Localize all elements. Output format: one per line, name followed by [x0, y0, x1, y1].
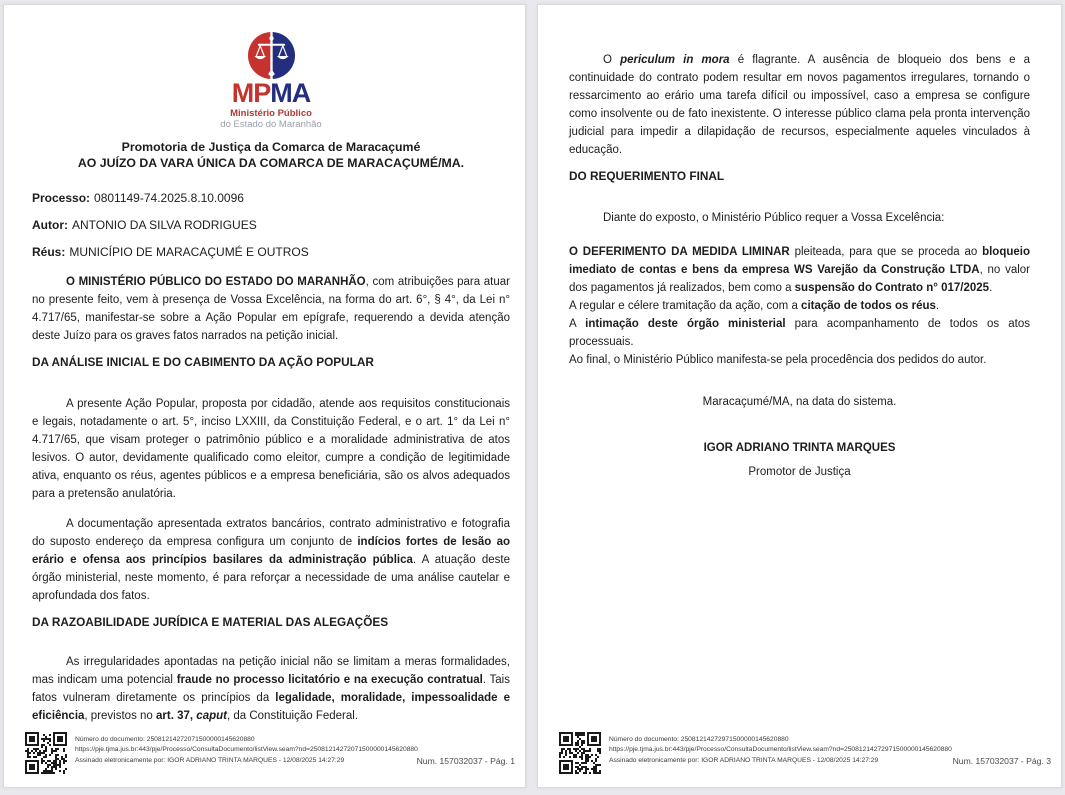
header-juizo: AO JUÍZO DA VARA ÚNICA DA COMARCA DE MARACAÇUMÉ/MA.	[77, 156, 465, 170]
logo-subtitle-1: Ministério Público	[230, 108, 312, 119]
footer-doc-number: Número do documento: 25081214272071500000145620880	[75, 736, 255, 743]
page-3-footer	[559, 732, 952, 774]
meta-processo	[32, 189, 510, 207]
mpma-logo	[32, 31, 510, 130]
heading-analise: DA ANÁLISE INICIAL E DO CABIMENTO DA AÇÃO POPULAR	[32, 355, 374, 369]
scales-of-justice-icon	[32, 31, 510, 80]
qr-code-icon	[25, 732, 67, 774]
request-line-liminar: O DEFERIMENTO DA MEDIDA LIMINAR pleiteada, para que se proceda ao bloqueio imediato de contas e bens da empresa WS Varejão da Construção LTDA, no valor dos pagamentos já realizados, bem como a suspensão do Contrato n° 017/2025.	[569, 246, 1030, 294]
request-line-final: Ao final, o Ministério Público manifesta-se pela procedência dos pedidos do autor.	[569, 354, 987, 366]
signature-name: IGOR ADRIANO TRINTA MARQUES	[703, 442, 896, 454]
document-page-1	[3, 4, 526, 788]
footer-doc-number: Número do documento: 25081214272971500000145620880	[609, 736, 789, 743]
mpma-wordmark-mp: MP	[231, 78, 271, 108]
signature-place: Maracaçumé/MA, na data do sistema.	[702, 396, 897, 408]
page-1-footer-lines	[75, 732, 418, 766]
page-3-body	[569, 51, 1030, 481]
page-3-footer-lines	[609, 732, 952, 766]
meta-reus-value: MUNICÍPIO DE MARACAÇUMÉ E OUTROS	[69, 245, 309, 259]
request-intro: Diante do exposto, o Ministério Público requer a Vossa Excelência:	[603, 212, 945, 224]
document-page-3	[537, 4, 1062, 788]
meta-autor-value: ANTONIO DA SILVA RODRIGUES	[72, 218, 257, 232]
paragraph-documentacao: A documentação apresentada extratos bancários, contrato administrativo e fotografia do suposto endereço da empresa configura um conjunto de indícios fortes de lesão ao erário e ofensa aos princípios basilares da administração pública. A atuação deste órgão ministerial, neste momento, é para reforçar a necessidade de uma análise cautelar e aprofundada dos fatos.	[32, 518, 510, 602]
page-1-footer	[25, 732, 418, 774]
meta-reus	[32, 243, 510, 261]
meta-autor	[32, 216, 510, 234]
meta-autor-label: Autor:	[32, 218, 68, 232]
page-1-number-label: Num. 157032037 - Pág. 1	[416, 756, 515, 766]
footer-signed: Assinado eletronicamente por: IGOR ADRIANO TRINTA MARQUES - 12/08/2025 14:27:29	[609, 756, 879, 764]
logo-subtitle-2: do Estado do Maranhão	[220, 119, 322, 130]
paragraph-acao-popular: A presente Ação Popular, proposta por cidadão, atende aos requisitos constitucionais e legais, notadamente o art. 5°, inciso LXXIII, da Constituição Federal, e o art. 1° da Lei n° 4.717/65, que visam proteger o patrimônio público e a moralidade administrativa de atos lesivos. O autor, devidamente qualificado como eleitor, cumpre a condição de legitimidade ativa, enquanto os réus, agentes públicos e a empresa beneficiária, são os alvos adequados para a pretensão anulatória.	[32, 398, 510, 500]
meta-reus-label: Réus:	[32, 245, 66, 259]
footer-url: https://pje.tjma.jus.br:443/pje/Processo/ConsultaDocumento/listView.seam?nd=25081214272971500000145620880	[609, 746, 952, 754]
page-3-number-label: Num. 157032037 - Pág. 3	[952, 756, 1051, 766]
request-line-intimacao: A intimação deste órgão ministerial para acompanhamento de todos os atos processuais.	[569, 318, 1030, 348]
heading-requerimento-final: DO REQUERIMENTO FINAL	[569, 169, 725, 183]
paragraph-irregularidades: As irregularidades apontadas na petição inicial não se limitam a meras formalidades, mas indicam uma potencial fraude no processo licitatório e na execução contratual. Tais fatos vulneram diretamente os princípios da legalidade, moralidade, impessoalidade e eficiência, previstos no art. 37, caput, da Constituição Federal.	[32, 656, 510, 722]
mpma-wordmark-ma: MA	[270, 78, 311, 108]
footer-url: https://pje.tjma.jus.br:443/pje/Processo/ConsultaDocumento/listView.seam?nd=25081214272071500000145620880	[75, 746, 418, 754]
meta-processo-value: 0801149-74.2025.8.10.0096	[94, 191, 244, 205]
qr-code-icon	[559, 732, 601, 774]
header-promotoria: Promotoria de Justiça da Comarca de Maracaçumé	[121, 140, 421, 154]
opening-paragraph: O MINISTÉRIO PÚBLICO DO ESTADO DO MARANHÃO, com atribuições para atuar no presente feito, vem à presença de Vossa Excelência, na forma do art. 6°, § 4°, da Lei n° 4.717/65, manifestar-se sobre a Ação Popular em epígrafe, requerendo a devida atenção deste Juízo para os graves fatos narrados na petição inicial.	[32, 276, 510, 342]
heading-razoabilidade: DA RAZOABILIDADE JURÍDICA E MATERIAL DAS ALEGAÇÕES	[32, 615, 389, 629]
paragraph-periculum: O periculum in mora é flagrante. A ausência de bloqueio dos bens e a continuidade do contrato podem resultar em novos pagamentos irregulares, tornando o ressarcimento ao erário uma tarefa difícil ou impossível, caso a empresa se configure como insolvente ou de fato inexistente. O interesse público clama pela pronta intervenção judicial para impedir a dilapidação de recursos, especialmente aqueles vinculados à educação.	[569, 54, 1031, 156]
signature-role: Promotor de Justiça	[748, 466, 851, 478]
mpma-wordmark	[32, 78, 510, 108]
request-line-citacao: A regular e célere tramitação da ação, com a citação de todos os réus.	[569, 300, 940, 312]
case-meta	[32, 189, 510, 261]
footer-signed: Assinado eletronicamente por: IGOR ADRIANO TRINTA MARQUES - 12/08/2025 14:27:29	[75, 756, 345, 764]
meta-processo-label: Processo:	[32, 191, 91, 205]
page-1-body	[32, 273, 510, 725]
document-header	[32, 139, 510, 171]
